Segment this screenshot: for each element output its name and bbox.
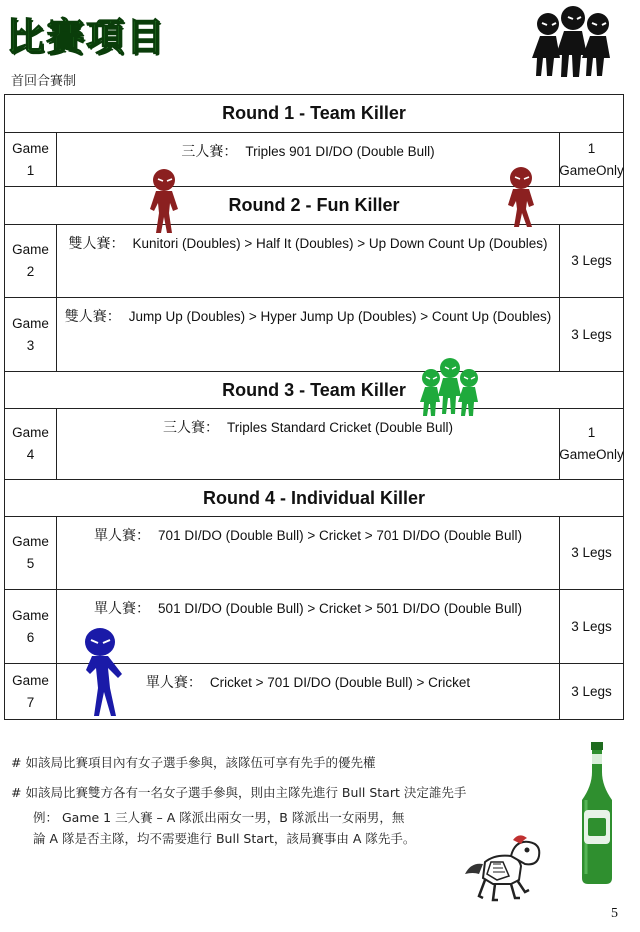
game-3-description	[56, 298, 560, 371]
blue-figure-illustration	[78, 626, 138, 720]
game-label-word: Game	[12, 140, 49, 156]
game-4-legs	[559, 409, 623, 479]
game-label-word: Game	[12, 534, 49, 549]
game-5-legs	[559, 517, 623, 589]
game-desc: Jump Up (Doubles) > Hyper Jump Up (Doubles) > Count Up (Doubles)	[128, 309, 552, 324]
legs-line-1: 3 Legs	[571, 618, 612, 634]
game-desc: Triples 901 DI/DO (Double Bull)	[245, 144, 435, 159]
game-6-legs	[559, 590, 623, 663]
game-label-word: Game	[12, 672, 49, 688]
note-women-priority: # 如該局比賽項目內有女子選手參與，該隊伍可享有先手的優先權	[11, 755, 376, 770]
game-desc: Kunitori (Doubles) > Half It (Doubles) > Up Down Count Up (Doubles)	[132, 236, 548, 251]
game-desc: 501 DI/DO (Double Bull) > Cricket > 501 DI/DO (Double Bull)	[158, 601, 522, 616]
game-6-label	[5, 590, 57, 663]
legs-line-1: 3 Legs	[571, 683, 612, 699]
game-label-number: 1	[26, 162, 35, 178]
game-label-number: 7	[26, 694, 35, 710]
round-1-title: Round 1 - Team Killer	[222, 103, 406, 123]
legs-line-1: 1 Game	[559, 425, 596, 462]
pony-illustration	[455, 832, 547, 906]
game-type: 三人賽：	[181, 144, 238, 160]
game-desc: Cricket > 701 DI/DO (Double Bull) > Cricket	[209, 675, 471, 690]
game-desc: 701 DI/DO (Double Bull) > Cricket > 701 DI/DO (Double Bull)	[158, 528, 522, 543]
game-label-word: Game	[12, 607, 49, 623]
game-5-description	[56, 517, 560, 589]
red-figure-right-illustration	[503, 166, 539, 232]
page-number: 5	[611, 906, 618, 921]
game-1-description	[56, 133, 560, 186]
game-type: 三人賽：	[162, 420, 219, 436]
notes-section	[11, 748, 466, 850]
round-3-header	[5, 372, 623, 409]
red-figure-left-illustration	[148, 168, 184, 234]
game-type: 雙人賽：	[68, 236, 125, 252]
game-label-word: Game	[12, 242, 49, 257]
game-type: 單人賽：	[145, 675, 202, 691]
game-label-word: Game	[12, 425, 49, 440]
black-figures-illustration	[528, 4, 624, 80]
page-title: 比賽項目	[6, 15, 167, 59]
game-label-number: 4	[26, 447, 35, 462]
game-4-label	[5, 409, 57, 479]
game-desc: Triples Standard Cricket (Double Bull)	[226, 420, 454, 435]
game-7-label	[5, 664, 57, 719]
game-2-legs	[559, 225, 623, 297]
page-subtitle: 首回合賽制	[11, 74, 77, 89]
game-2-row	[5, 225, 623, 298]
game-5-row	[5, 517, 623, 590]
beer-bottle-illustration	[574, 740, 620, 886]
game-type: 單人賽：	[94, 601, 151, 617]
green-figures-illustration	[417, 356, 483, 420]
note-example-line-1: 例： Game 1 三人賽 – A 隊派出兩女一男，B 隊派出一女兩男，無	[33, 810, 405, 825]
round-2-title: Round 2 - Fun Killer	[228, 195, 400, 215]
game-2-description	[56, 225, 560, 297]
note-bull-start: # 如該局比賽雙方各有一名女子選手參與，則由主隊先進行 Bull Start 決定誰先手	[11, 785, 467, 800]
legs-line-1: 3 Legs	[571, 545, 612, 560]
game-7-legs	[559, 664, 623, 719]
game-type: 雙人賽：	[64, 309, 121, 325]
legs-line-2: Only	[596, 447, 624, 462]
game-label-number: 6	[26, 629, 35, 645]
round-4-header	[5, 480, 623, 517]
game-2-label	[5, 225, 57, 297]
round-4-title: Round 4 - Individual Killer	[202, 487, 425, 508]
legs-line-1: 1 Game	[559, 140, 596, 178]
legs-line-1: 3 Legs	[571, 326, 612, 342]
game-4-row	[5, 409, 623, 480]
game-1-label	[5, 133, 57, 186]
game-4-description	[56, 409, 560, 479]
game-1-legs	[559, 133, 623, 186]
legs-line-2: Only	[596, 162, 624, 178]
legs-line-1: 3 Legs	[571, 253, 612, 268]
game-label-word: Game	[12, 315, 49, 331]
game-type: 單人賽：	[94, 528, 151, 544]
game-label-number: 2	[26, 264, 35, 279]
game-3-label	[5, 298, 57, 371]
game-label-number: 5	[26, 556, 35, 571]
game-3-legs	[559, 298, 623, 371]
round-3-title: Round 3 - Team Killer	[222, 379, 406, 400]
game-5-label	[5, 517, 57, 589]
note-example-line-2: 論 A 隊是否主隊，均不需要進行 Bull Start，該局賽事由 A 隊先手。	[33, 831, 416, 846]
round-1-header	[5, 95, 623, 133]
game-label-number: 3	[26, 337, 35, 353]
game-3-row	[5, 298, 623, 372]
